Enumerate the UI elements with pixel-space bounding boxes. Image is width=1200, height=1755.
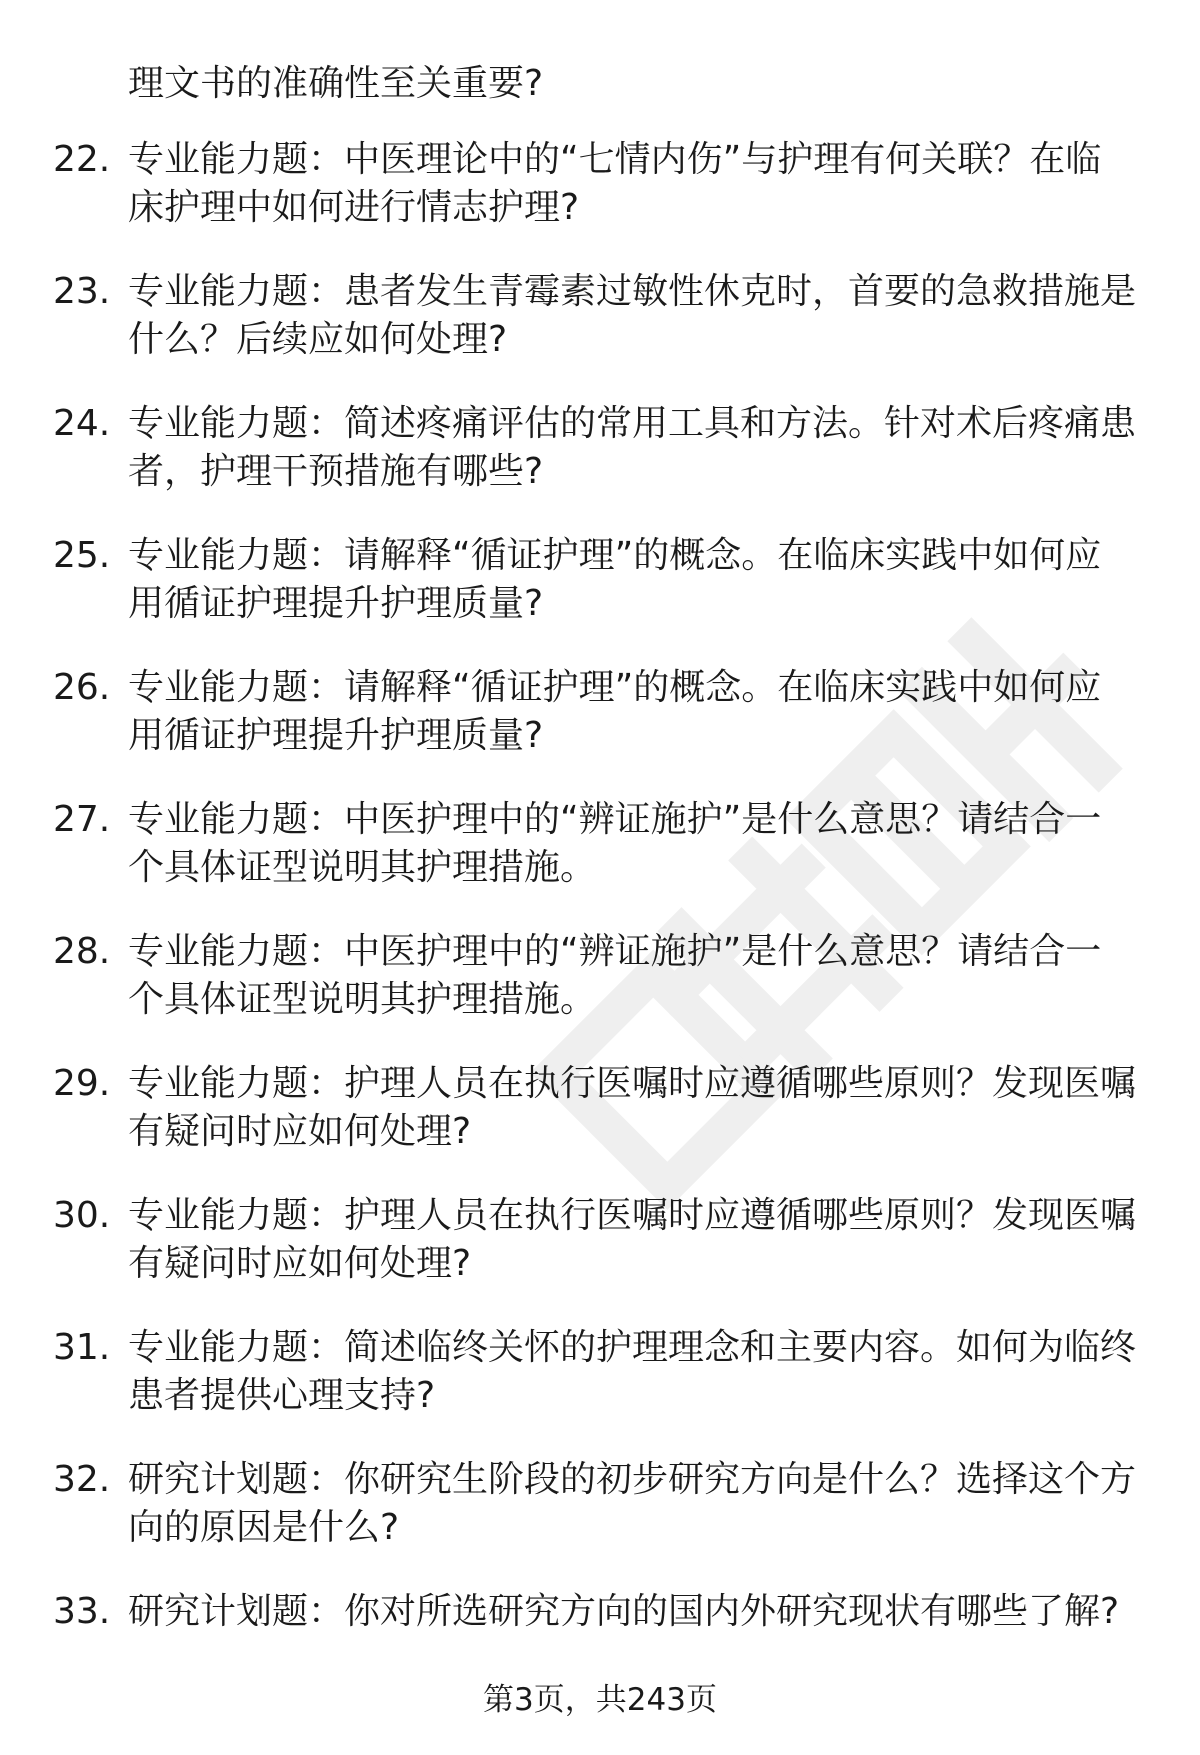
question-text-line: 专业能力题：护理人员在执行医嘱时应遵循哪些原则？发现医嘱 xyxy=(128,1063,1137,1104)
continuation-text: 理文书的准确性至关重要? xyxy=(128,63,544,104)
question-number: 27. xyxy=(53,799,111,840)
question-item xyxy=(0,1060,1200,1192)
question-item xyxy=(0,928,1200,1060)
question-number: 29. xyxy=(53,1063,111,1104)
question-text-line: 专业能力题：请解释“循证护理”的概念。在临床实践中如何应 xyxy=(128,535,1102,576)
page-footer: 第3页，共243页 xyxy=(483,1682,717,1718)
question-item xyxy=(0,1192,1200,1324)
question-number: 33. xyxy=(53,1591,111,1632)
question-number: 32. xyxy=(53,1459,111,1500)
question-text-line: 个具体证型说明其护理措施。 xyxy=(128,847,597,888)
question-number: 25. xyxy=(53,535,111,576)
question-text-line: 研究计划题：你对所选研究方向的国内外研究现状有哪些了解? xyxy=(128,1591,1120,1632)
question-text-line: 床护理中如何进行情志护理? xyxy=(128,187,580,228)
question-number: 24. xyxy=(53,403,111,444)
question-text-line: 用循证护理提升护理质量? xyxy=(128,583,544,624)
question-list xyxy=(0,136,1200,1720)
question-text-line: 有疑问时应如何处理? xyxy=(128,1111,472,1152)
question-number: 23. xyxy=(53,271,111,312)
question-text-line: 有疑问时应如何处理? xyxy=(128,1243,472,1284)
question-text-line: 专业能力题：简述疼痛评估的常用工具和方法。针对术后疼痛患 xyxy=(128,403,1137,444)
question-number: 31. xyxy=(53,1327,111,1368)
question-text-line: 专业能力题：中医理论中的“七情内伤”与护理有何关联？在临 xyxy=(128,139,1102,180)
question-text-line: 专业能力题：患者发生青霉素过敏性休克时，首要的急救措施是 xyxy=(128,271,1137,312)
question-text-line: 用循证护理提升护理质量? xyxy=(128,715,544,756)
question-item xyxy=(0,796,1200,928)
question-text-line: 专业能力题：中医护理中的“辨证施护”是什么意思？请结合一 xyxy=(128,799,1102,840)
question-item xyxy=(0,1456,1200,1588)
question-item xyxy=(0,664,1200,796)
question-text-line: 专业能力题：护理人员在执行医嘱时应遵循哪些原则？发现医嘱 xyxy=(128,1195,1137,1236)
question-item xyxy=(0,400,1200,532)
question-text-line: 个具体证型说明其护理措施。 xyxy=(128,979,597,1020)
question-item xyxy=(0,136,1200,268)
question-number: 28. xyxy=(53,931,111,972)
question-item xyxy=(0,1324,1200,1456)
question-item xyxy=(0,532,1200,664)
question-number: 22. xyxy=(53,139,111,180)
question-number: 30. xyxy=(53,1195,111,1236)
question-number: 26. xyxy=(53,667,111,708)
question-text-line: 患者提供心理支持? xyxy=(128,1375,436,1416)
question-text-line: 什么？后续应如何处理? xyxy=(128,319,508,360)
question-text-line: 者，护理干预措施有哪些? xyxy=(128,451,544,492)
question-text-line: 研究计划题：你研究生阶段的初步研究方向是什么？选择这个方 xyxy=(128,1459,1137,1500)
question-text-line: 向的原因是什么? xyxy=(128,1507,400,1548)
question-text-line: 专业能力题：请解释“循证护理”的概念。在临床实践中如何应 xyxy=(128,667,1102,708)
question-item xyxy=(0,268,1200,400)
question-text-line: 专业能力题：中医护理中的“辨证施护”是什么意思？请结合一 xyxy=(128,931,1102,972)
question-text-line: 专业能力题：简述临终关怀的护理理念和主要内容。如何为临终 xyxy=(128,1327,1137,1368)
